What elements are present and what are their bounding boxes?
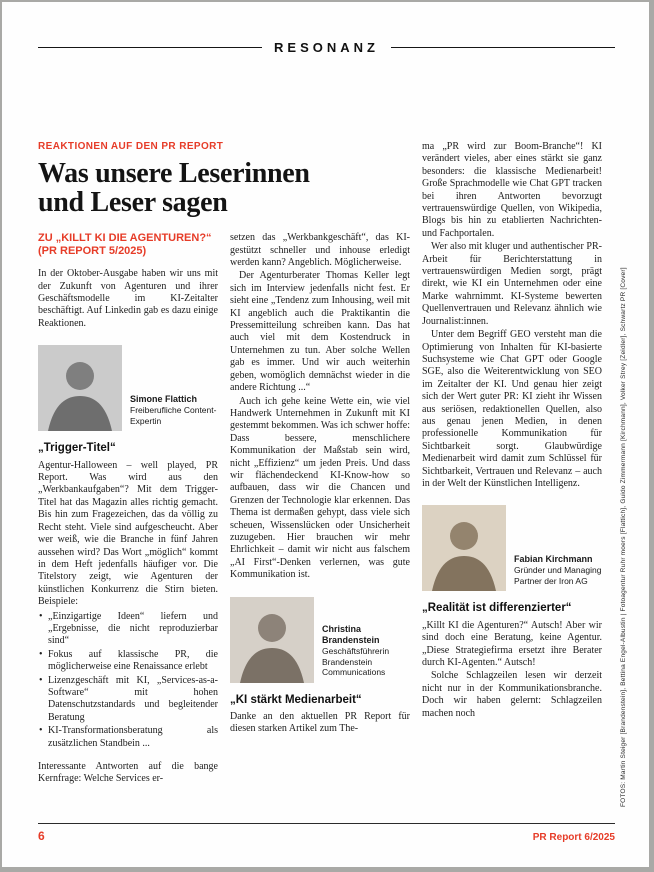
body-paragraph: Interessante Antworten auf die bange Kernfrage: Welche Services er-	[38, 761, 218, 785]
subhead-line-1: ZU „KILLT KI DIE AGENTUREN?“	[38, 232, 212, 245]
photo-credits: FOTOS: Martin Steiger [Brandenstein], Bettina Engel-Albustin | Fotoagentur Ruhr moers [Flattich], Guido Zimmermann [Kirchmann], Volker Strey [Zeidler], Schwartz PR [Cover]	[620, 267, 627, 807]
section-heading-trigger-titel: „Trigger-Titel“	[38, 442, 116, 455]
person-block-fabian-kirchmann	[422, 505, 602, 591]
footer-rule	[38, 823, 615, 824]
bullet-item: • „Einzigartige Ideen“ liefern und „Ergebnisse, die nicht reproduzierbar sind“	[38, 611, 218, 648]
portrait-caption	[130, 394, 218, 431]
section-heading-realitaet-ist-differenzierter: „Realität ist differenzierter“	[422, 602, 572, 615]
person-block-christina-brandenstein	[230, 597, 410, 683]
person-name: Fabian Kirchmann	[514, 554, 593, 565]
article-headline	[38, 159, 410, 217]
subhead-line-2: (PR REPORT 5/2025)	[38, 245, 147, 258]
page-content	[38, 141, 649, 787]
magazine-page	[2, 2, 649, 867]
footer-row	[38, 829, 615, 843]
body-paragraph: ma „PR wird zur Boom-Branche“! KI verändert vieles, aber eines stärkt sie ganz besonders: die klassische Medienarbeit! Große Sprachmodelle wie Chat GPT tracken bei ihren Antworten bevorzugt vertrauenswürdige Quellen, von Wikipedia, Blogs bis hin zu etablierten Nachrichten- und Fachportalen.	[422, 141, 602, 239]
issue-label: PR Report 6/2025	[532, 832, 615, 843]
headline-line-1: Was unsere Leserinnen	[38, 158, 310, 189]
bullet-item: • KI-Transformationsberatung als zusätzlichen Standbein ...	[38, 725, 218, 750]
body-paragraph: Auch ich gehe keine Wette ein, wie viel Handwerk Unternehmen in Zukunft mit KI gestemmt bekommen. Was ich schwer hoffe: Dass bessere, menschlichere Kommunikation der Maßstab sein wird, nicht „Effizienz“ um jeden Preis. Und dass wir flächendeckend KI-Know-how so aufbauen, dass wir die Chancen und Grenzen der Technologie klar erkennen. Das Thema ist dermaßen gehypt, dass viele sich scheuen, Wissenslücken oder Unsicherheit zuzugeben. Hier brauchen wir mehr Ehrlichkeit – damit wir nicht aus falschem „AI First“-Denken verlernen, was gute Kommunikation ist.	[230, 395, 410, 581]
body-paragraph: Unter dem Begriff GEO versteht man die Optimierung von Inhalten für KI-basierte Suchsysteme wie Chat GPT oder Google SGE, also die Weiterentwicklung von SEO im Zeitalter der KI. Und genau hier zeigt sich der Wert guter PR: KI zieht ihr Wissen aus seriösen, redaktionellen Quellen, also aus genau jenen Medien, in denen professionelle Kommunikation für Sichtbarkeit sorgt. Glaubwürdige Medienarbeit wird damit zum Schlüssel für Sichtbarkeit, Vertrauen und Relevanz – auch in der Welt der Künstlichen Intelligenz.	[422, 329, 602, 489]
portrait-photo-fabian-kirchmann	[422, 505, 506, 591]
section-heading-ki-staerkt-medienarbeit: „KI stärkt Medienarbeit“	[230, 693, 362, 706]
article-kicker: REAKTIONEN AUF DEN PR REPORT	[38, 141, 224, 152]
section-title: RESONANZ	[274, 40, 379, 55]
body-paragraph: Wer also mit kluger und authentischer PR-Arbeit für Berichterstattung in vertrauenswürdigen Medien sorgt, prägt direkt, wie KI ein Unternehmen oder eine Marke wahrnimmt. KI-Systeme bewerten Quellenvertrauen und Relevanz ähnlich wie Journalist:innen.	[422, 241, 602, 327]
masthead-rule-left	[38, 47, 262, 48]
intro-paragraph: In der Oktober-Ausgabe haben wir uns mit der Zukunft von Agenturen und ihrer Geschäftsmodelle im KI-Zeitalter beschäftigt. Auf Linkedin gab es dazu einige Reaktionen.	[38, 268, 218, 329]
body-paragraph: „Killt KI die Agenturen?“ Autsch! Aber wir sind doch eine Beratung, keine Agentur. „Diese Strategiefirma ersetzt ihre Berater durch KI-Agenten.“ Autsch!	[422, 619, 602, 668]
person-role: Geschäftsführerin Brandenstein Communications	[322, 646, 390, 678]
portrait-photo-simone-flattich	[38, 345, 122, 431]
person-name: Simone Flattich	[130, 394, 198, 405]
body-paragraph: setzen das „Werkbankgeschäft“, das KI-gestützt schneller und inhouse erledigt werden kann? Angeblich. Möglicherweise.	[230, 232, 410, 269]
person-silhouette-icon	[230, 597, 314, 683]
body-paragraph: Danke an den aktuellen PR Report für diesen starken Artikel zum The-	[230, 711, 410, 735]
columns-1-2	[38, 232, 410, 787]
bullet-item: • Lizenzgeschäft mit KI, „Services-as-a-Software“ mit hohen Datenschutzstandards und begleitender Beratung	[38, 675, 218, 725]
person-role: Freiberufliche Content-Expertin	[130, 405, 217, 426]
bullet-item: • Fokus auf klassische PR, die möglicherweise eine Renaissance erlebt	[38, 649, 218, 674]
article-subhead	[38, 232, 218, 258]
person-role: Gründer und Managing Partner der Iron AG	[514, 565, 602, 586]
page-footer	[38, 823, 615, 843]
person-silhouette-icon	[422, 505, 506, 591]
section-masthead	[38, 40, 615, 55]
headline-line-2: und Leser sagen	[38, 187, 228, 219]
portrait-caption	[322, 624, 410, 683]
column-1	[38, 232, 218, 787]
person-block-simone-flattich	[38, 345, 218, 431]
column-2	[230, 232, 410, 787]
portrait-photo-christina-brandenstein	[230, 597, 314, 683]
person-silhouette-icon	[38, 345, 122, 431]
portrait-caption	[514, 554, 602, 591]
headline-and-two-columns	[38, 141, 410, 787]
bullet-list	[38, 611, 218, 750]
body-paragraph: Agentur-Halloween – well played, PR Report. Was wird aus den „Werkbankaufgaben“? Mit dem Trigger-Titel hat das Magazin alles richtig gemacht. Bis hin zum Fragezeichen, das da völlig zu Recht steht. Viele sind aufgescheucht. Aber wer weiß, wie die Branche in fünf Jahren aussehen wird? Das Wort „möglich“ kommt in dem Heft jedenfalls häufiger vor. Die Titelstory zeigt, wie Agenturen der künstlichen Konkurrenz die Stirn bieten. Beispiele:	[38, 459, 218, 608]
body-paragraph: Solche Schlagzeilen lesen wir derzeit nicht nur in der Kommunikationsbranche. Doch wir haben gelernt: Schlagzeilen machen noch	[422, 670, 602, 719]
masthead-rule-right	[391, 47, 615, 48]
person-name: Christina Brandenstein	[322, 624, 380, 646]
body-paragraph: Der Agenturberater Thomas Keller legt sich im Interview jedenfalls nicht fest. Er sieht eine „Tendenz zum Inhousing, weil mit KI angeblich auch die Praktikantin die Pressemitteilung schreiben kann. Das hat auch viel mit dem Kostendruck in Unternehmen zu tun. Aber solche Wellen gab es immer. Und wir auch weiterhin geben, womöglich demnächst wieder in die andere Richtung ...“	[230, 270, 410, 394]
page-number: 6	[38, 829, 45, 843]
column-3	[422, 141, 602, 721]
